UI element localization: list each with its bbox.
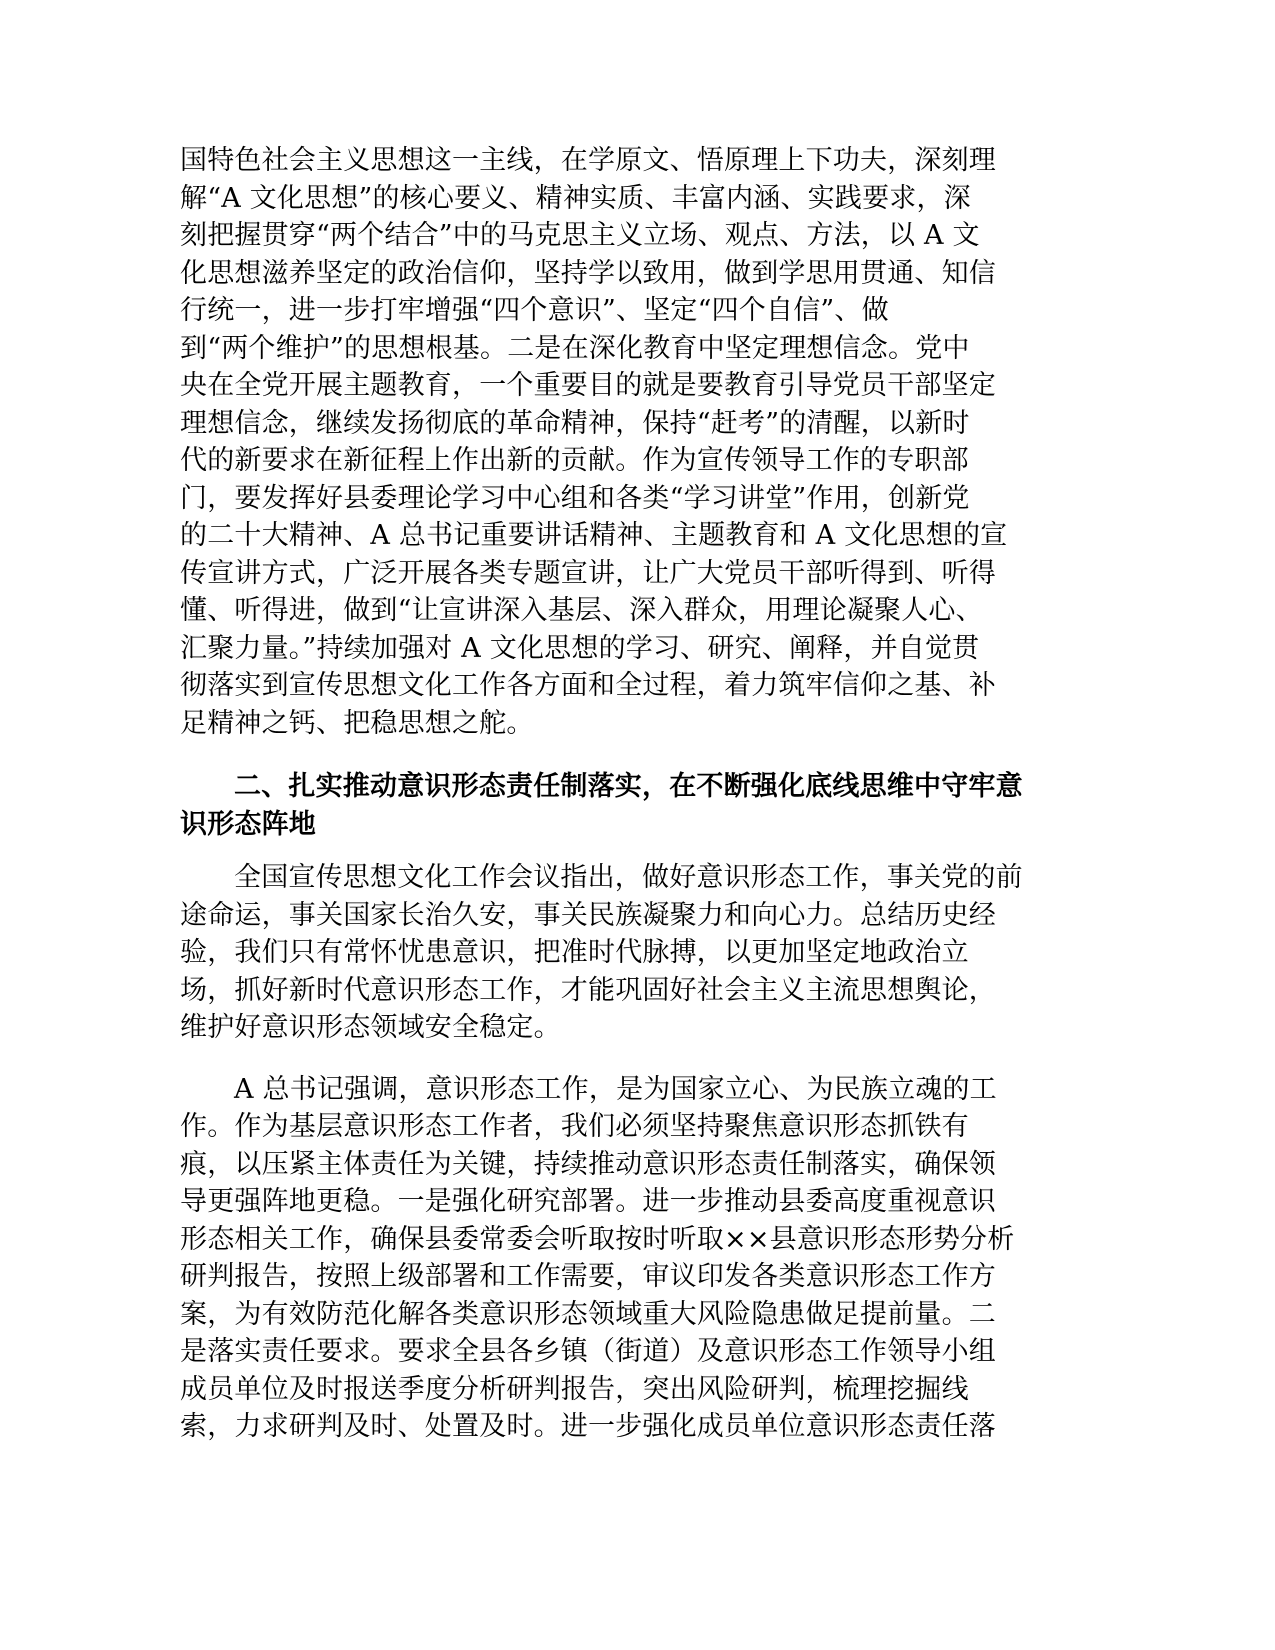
text-line: 彻落实到宣传思想文化工作各方面和全过程，着力筑牢信仰之基、补 bbox=[180, 670, 996, 701]
text-line: 化思想滋养坚定的政治信仰，坚持学以致用，做到学思用贯通、知信 bbox=[180, 257, 996, 289]
text-line: 懂、听得进，做到“让宣讲深入基层、深入群众，用理论凝聚人心、 bbox=[180, 595, 983, 626]
text-line: 导更强阵地更稳。一是强化研究部署。进一步推动县委高度重视意识 bbox=[180, 1186, 996, 1217]
text-line: 验，我们只有常怀忧患意识，把准时代脉搏，以更加坚定地政治立 bbox=[180, 937, 969, 968]
section-heading bbox=[180, 768, 1080, 843]
text-line: 场，抓好新时代意识形态工作，才能巩固好社会主义主流思想舆论， bbox=[180, 974, 996, 1006]
spacer bbox=[180, 742, 1080, 768]
text-line: 案，为有效防范化解各类意识形态领域重大风险隐患做足提前量。二 bbox=[180, 1298, 996, 1330]
text-line: 汇聚力量。”持续加强对 A 文化思想的学习、研究、阐释，并自觉贯 bbox=[180, 632, 980, 664]
text-line: 成员单位及时报送季度分析研判报告，突出风险研判，梳理挖掘线 bbox=[180, 1373, 969, 1405]
text-line: A 总书记强调，意识形态工作，是为国家立心、为民族立魂的工 bbox=[234, 1073, 997, 1105]
text-line: 全国宣传思想文化工作会议指出，做好意识形态工作，事关党的前 bbox=[234, 862, 1023, 893]
text-line: 解“A 文化思想”的核心要义、精神实质、丰富内涵、实践要求，深 bbox=[180, 182, 971, 214]
text-line: 理想信念，继续发扬彻底的革命精神，保持“赶考”的清醒，以新时 bbox=[180, 407, 970, 439]
text-line: 的二十大精神、A 总书记重要讲话精神、主题教育和 A 文化思想的宣 bbox=[180, 520, 1008, 551]
text-line: 痕，以压紧主体责任为关键，持续推动意识形态责任制落实，确保领 bbox=[180, 1148, 996, 1180]
text-line: 到“两个维护”的思想根基。二是在深化教育中坚定理想信念。党中 bbox=[180, 332, 970, 364]
heading-line: 识形态阵地 bbox=[180, 808, 316, 840]
text-line: 行统一，进一步打牢增强“四个意识”、坚定“四个自信”、做 bbox=[180, 295, 889, 326]
text-line: 传宣讲方式，广泛开展各类专题宣讲，让广大党员干部听得到、听得 bbox=[180, 557, 996, 589]
text-line: 央在全党开展主题教育，一个重要目的就是要教育引导党员干部坚定 bbox=[180, 370, 996, 401]
text-line: 门，要发挥好县委理论学习中心组和各类“学习讲堂”作用，创新党 bbox=[180, 482, 970, 514]
text-line: 足精神之钙、把稳思想之舵。 bbox=[180, 707, 534, 739]
text-line: 形态相关工作，确保县委常委会听取按时听取××县意识形态形势分析 bbox=[180, 1223, 1015, 1255]
text-line: 研判报告，按照上级部署和工作需要，审议印发各类意识形态工作方 bbox=[180, 1261, 996, 1292]
text-line: 代的新要求在新征程上作出新的贡献。作为宣传领导工作的专职部 bbox=[180, 445, 969, 476]
text-line: 途命运，事关国家长治久安，事关民族凝聚力和向心力。总结历史经 bbox=[180, 899, 996, 931]
text-line: 索，力求研判及时、处置及时。进一步强化成员单位意识形态责任落 bbox=[180, 1411, 996, 1442]
text-line: 维护好意识形态领域安全稳定。 bbox=[180, 1012, 561, 1043]
text-line: 是落实责任要求。要求全县各乡镇（街道）及意识形态工作领导小组 bbox=[180, 1336, 996, 1367]
paragraph-1 bbox=[180, 142, 1080, 742]
paragraph-2 bbox=[180, 859, 1080, 1047]
document-body bbox=[180, 142, 1080, 1446]
text-line: 刻把握贯穿“两个结合”中的马克思主义立场、观点、方法，以 A 文 bbox=[180, 220, 980, 251]
text-line: 作。作为基层意识形态工作者，我们必须坚持聚焦意识形态抓铁有 bbox=[180, 1111, 969, 1142]
heading-line: 二、扎实推动意识形态责任制落实，在不断强化底线思维中守牢意 bbox=[234, 771, 1023, 802]
paragraph-3 bbox=[180, 1071, 1080, 1446]
text-line: 国特色社会主义思想这一主线，在学原文、悟原理上下功夫，深刻理 bbox=[180, 145, 996, 176]
spacer bbox=[180, 1047, 1080, 1071]
spacer bbox=[180, 843, 1080, 859]
